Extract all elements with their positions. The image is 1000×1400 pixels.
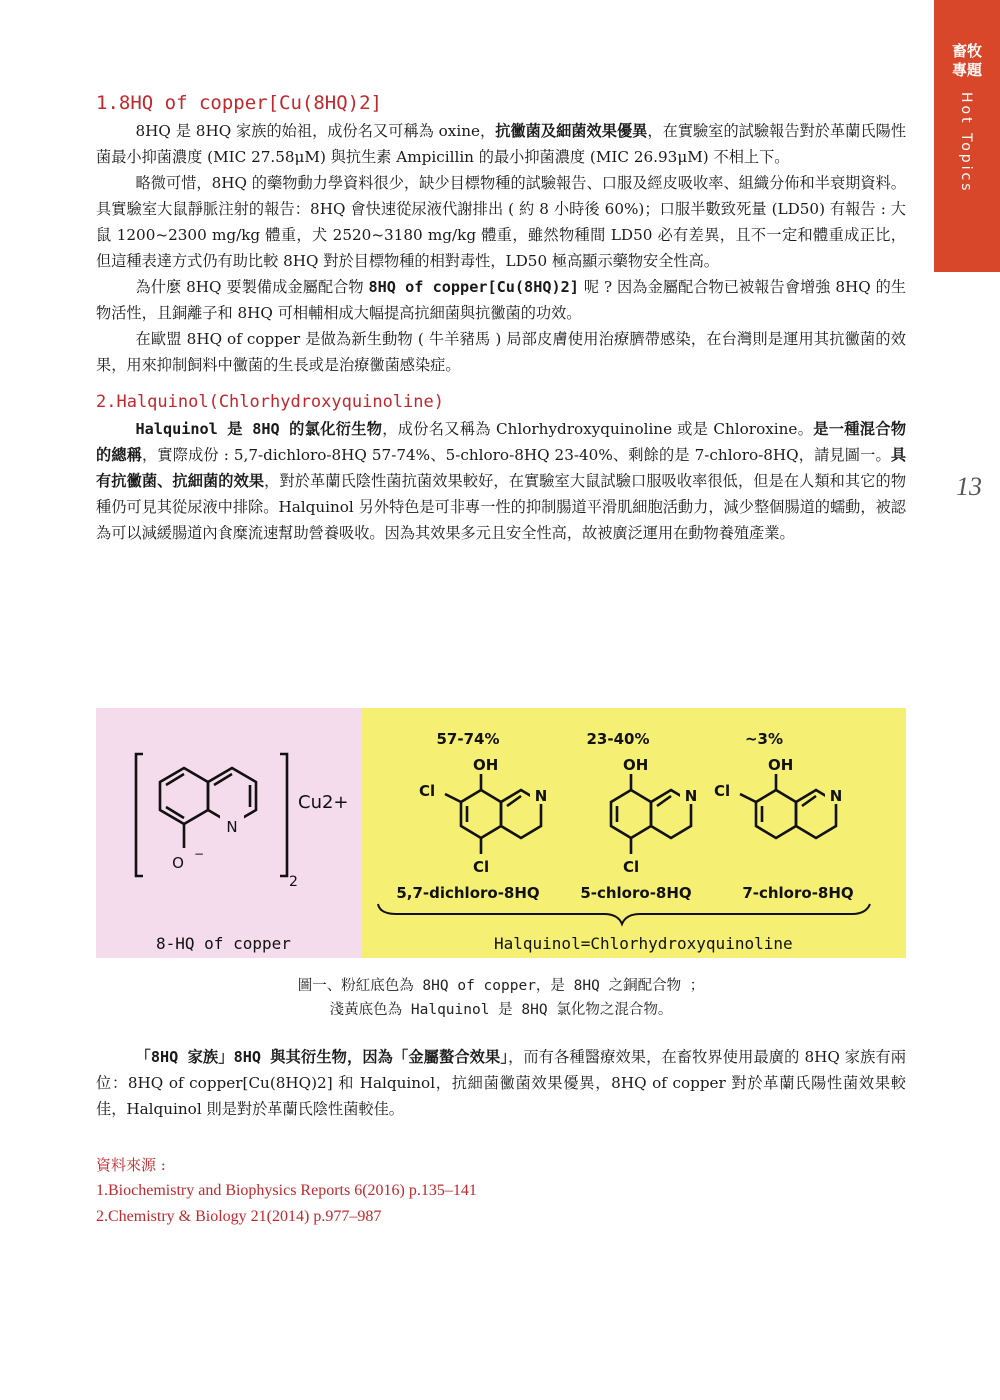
oh-group: OH xyxy=(623,756,649,774)
section-tab-label-zh: 畜牧專題 xyxy=(952,42,983,79)
article-body xyxy=(96,92,906,546)
bracket-subscript: 2 xyxy=(289,874,298,890)
emphasis: 抗黴菌及細菌效果優異 xyxy=(495,122,648,140)
percent-7-chloro: ~3% xyxy=(744,730,784,748)
text-run: 呢 ? 因為金屬配合物已被報告會增強 8HQ 的生物活性，且銅離子和 8HQ 可相輔相成大幅提高抗細菌與抗黴菌的功效。 xyxy=(96,278,907,322)
o-atom: O xyxy=(172,854,184,872)
references xyxy=(96,1152,906,1230)
n-atom: N xyxy=(226,818,238,836)
figure-caption xyxy=(96,974,906,1022)
halquinol-label: Halquinol=Chlorhydroxyquinoline xyxy=(494,934,793,953)
emphasis: 具有抗黴菌、抗細菌的效果 xyxy=(96,446,906,490)
bracket-left xyxy=(136,754,143,876)
emphasis: 8HQ of copper[Cu(8HQ)2] xyxy=(368,278,579,296)
n-atom: N xyxy=(684,787,698,805)
n-atom: N xyxy=(534,787,548,805)
text-run: 8HQ 是 8HQ 家族的始祖，成份名又可稱為 oxine， xyxy=(135,122,496,140)
section-1-paragraph-1 xyxy=(96,118,906,170)
text-run: 為什麼 8HQ 要製備成金屬配合物 xyxy=(135,278,364,296)
text-run: ，對於革蘭氏陰性菌抗菌效果較好，在實驗室大鼠試驗口服吸收率很低，但是在人類和其它的物種仍可見其從尿液中排除。Halquinol 另外特色是可非專一性的抑制腸道平滑肌細胞活動力，減少整個腸道的蠕動，被認為可以減緩腸道內食糜流速幫助營養吸收。因為其效果多元且安全性高，故被廣泛運用在動物養殖產業。 xyxy=(96,472,907,542)
copper-complex-label: 8-HQ of copper xyxy=(156,934,291,953)
emphasis: Halquinol 是 8HQ 的氯化衍生物 xyxy=(135,420,383,438)
oh-group: OH xyxy=(768,756,794,774)
section-tab-label-en: Hot Topics xyxy=(958,92,974,194)
text-run: ，在實驗室的試驗報告對於革蘭氏陽性菌最小抑菌濃度 (MIC 27.58μM) 與抗生素 Ampicillin 的最小抑菌濃度 (MIC 26.93μM) 不相上下。 xyxy=(96,122,907,166)
references-heading: 資料來源 : xyxy=(96,1156,166,1174)
compound-7-chloro xyxy=(714,756,847,838)
section-1-paragraph-2: 略微可惜，8HQ 的藥物動力學資料很少，缺少目標物種的試驗報告、口服及經皮吸收率、組織分佈和半衰期資料。具實驗室大鼠靜脈注射的報告：8HQ 會快速從尿液代謝排出 ( 約 8 小時後 60%)；口服半數致死量 (LD50) 有報告 : 大鼠 1200~2300 mg/kg 體重，犬 2520~3180 mg/kg 體重，雖然物種間 LD50 必有差異，且不一定和體重成正比，但這種表達方式仍有助比較 8HQ 對於目標物種的相對毒性，LD50 極高顯示藥物安全性高。 xyxy=(96,174,906,270)
chlorine-7: Cl xyxy=(419,782,436,800)
name-7-chloro: 7-chloro-8HQ xyxy=(742,884,854,902)
bracket-right xyxy=(280,754,287,876)
section-tab xyxy=(934,0,1000,272)
reference-item: 1.Biochemistry and Biophysics Reports 6(2016) p.135–141 xyxy=(96,1182,477,1199)
figure-1 xyxy=(96,708,906,958)
section-2-paragraph-1 xyxy=(96,416,906,546)
caption-line-2: 淺黃底色為 Halquinol 是 8HQ 氯化物之混合物。 xyxy=(329,1002,673,1018)
caption-line-1: 圖一、粉紅底色為 8HQ of copper，是 8HQ 之銅配合物 ； xyxy=(297,978,705,994)
percent-5-chloro: 23-40% xyxy=(586,730,650,748)
cu-ion: Cu2+ xyxy=(298,792,349,813)
closing-paragraph xyxy=(96,1044,906,1122)
compound-5-7-dichloro xyxy=(419,756,552,876)
chemical-structures xyxy=(96,708,906,958)
reference-item: 2.Chemistry & Biology 21(2014) p.977–987 xyxy=(96,1208,382,1225)
grouping-brace xyxy=(378,904,870,924)
compound-5-chloro xyxy=(611,756,702,876)
page-number: 13 xyxy=(956,472,982,501)
o-charge: − xyxy=(194,847,205,861)
chlorine-7: Cl xyxy=(714,782,731,800)
section-2-heading: 2.Halquinol(Chlorhydroxyquinoline) xyxy=(96,392,444,412)
n-atom: N xyxy=(829,787,843,805)
copper-complex-structure xyxy=(136,754,287,876)
closing-section xyxy=(96,1044,906,1122)
emphasis: 是一種混合物的總稱 xyxy=(96,420,907,464)
chlorine-5: Cl xyxy=(623,858,640,876)
percent-5-7-dichloro: 57-74% xyxy=(436,730,500,748)
section-1-heading: 1.8HQ of copper[Cu(8HQ)2] xyxy=(96,92,382,114)
name-5-chloro: 5-chloro-8HQ xyxy=(580,884,692,902)
oh-group: OH xyxy=(473,756,499,774)
emphasis: 「8HQ 家族」8HQ 與其衍生物，因為「金屬螯合效果」 xyxy=(135,1048,509,1066)
chlorine-5: Cl xyxy=(473,858,490,876)
section-1-paragraph-3 xyxy=(96,274,906,326)
name-5-7-dichloro: 5,7-dichloro-8HQ xyxy=(396,884,540,902)
section-1-paragraph-4: 在歐盟 8HQ of copper 是做為新生動物 ( 牛羊豬馬 ) 局部皮膚使用治療臍帶感染，在台灣則是運用其抗黴菌的效果，用來抑制飼料中黴菌的生長或是治療黴菌感染症。 xyxy=(96,330,906,374)
text-run: ，而有各種醫療效果，在畜牧界使用最廣的 8HQ 家族有兩位：8HQ of copper[Cu(8HQ)2] 和 Halquinol，抗細菌黴菌效果優異，8HQ of copper 對於革蘭氏陽性菌效果較佳，Halquinol 則是對於革蘭氏陰性菌較佳。 xyxy=(96,1048,906,1118)
text-run: ，成份名又稱為 Chlorhydroxyquinoline 或是 Chloroxine。 xyxy=(382,420,814,438)
text-run: ，實際成份 : 5,7-dichloro-8HQ 57-74%、5-chloro-8HQ 23-40%、剩餘的是 7-chloro-8HQ，請見圖一。 xyxy=(142,446,891,464)
